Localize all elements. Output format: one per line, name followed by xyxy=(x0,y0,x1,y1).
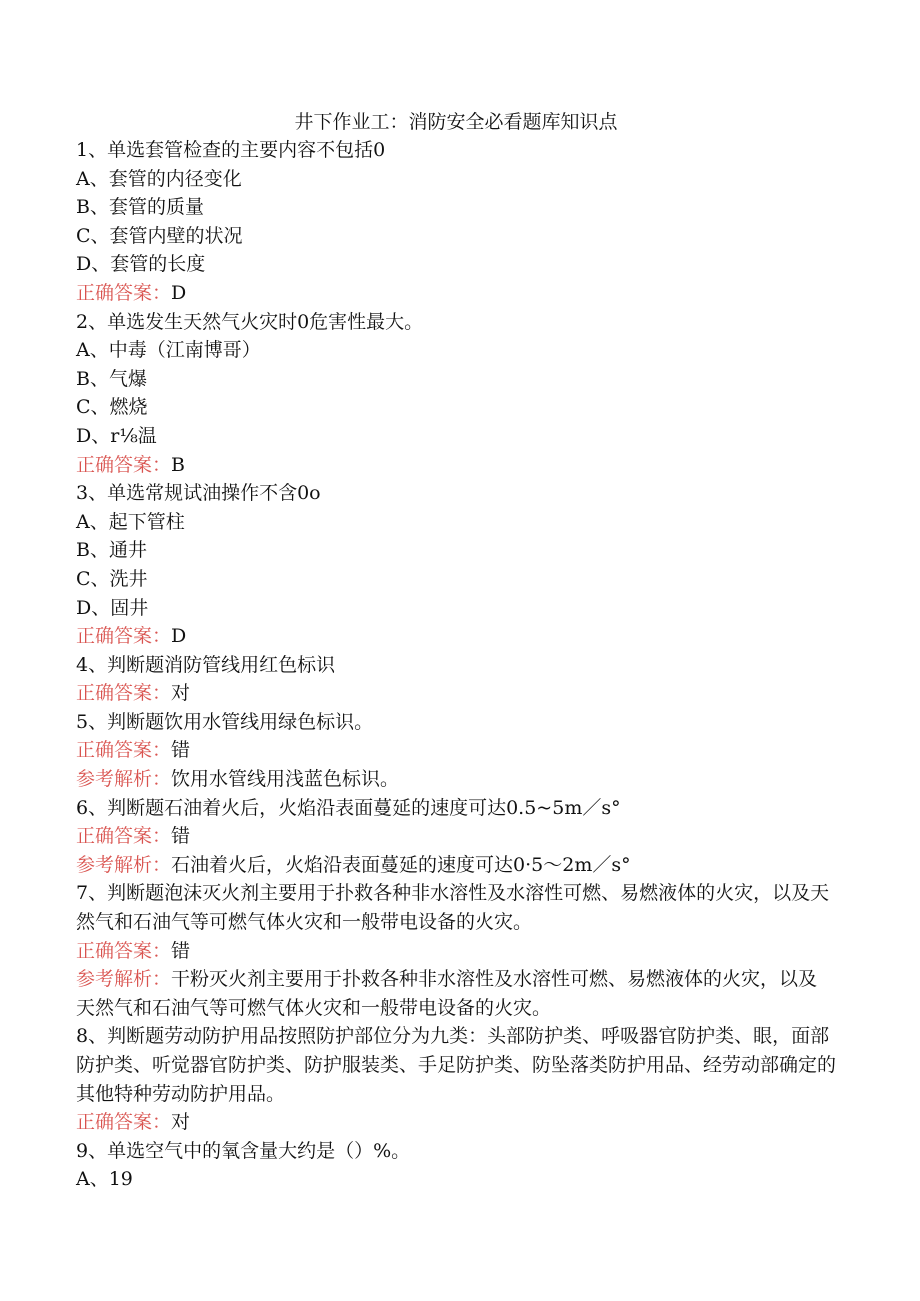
correct-answer-value: D xyxy=(171,625,187,648)
explanation-text: 石油着火后，火焰沿表面蔓延的速度可达0·5～2m／s° xyxy=(171,853,631,876)
correct-answer-label: 正确答案： xyxy=(76,939,172,962)
correct-answer-value: 对 xyxy=(171,1111,191,1134)
page-title: 井下作业工：消防安全必看题库知识点 xyxy=(294,111,618,133)
option: A、起下管柱 xyxy=(76,510,185,533)
document-page xyxy=(76,108,836,1194)
option: B、气爆 xyxy=(76,367,147,390)
correct-answer xyxy=(76,279,836,308)
correct-answer xyxy=(76,1108,836,1137)
explanation-label: 参考解析： xyxy=(76,853,172,876)
correct-answer xyxy=(76,937,836,966)
option: C、燃烧 xyxy=(76,396,148,419)
option: C、洗井 xyxy=(76,567,148,590)
explanation-text: 干粉灭火剂主要用于扑救各种非水溶性及水溶性可燃、易燃液体的火灾，以及天然气和石油气等可燃气体火灾和一般带电设备的火灾。 xyxy=(76,968,818,1019)
explanation xyxy=(76,965,836,1022)
explanation-label: 参考解析： xyxy=(76,968,172,991)
explanation xyxy=(76,765,836,794)
correct-answer-label: 正确答案： xyxy=(76,625,172,648)
question-stem: 7、判断题泡沫灭火剂主要用于扑救各种非水溶性及水溶性可燃、易燃液体的火灾，以及天然气和石油气等可燃气体火灾和一般带电设备的火灾。 xyxy=(76,882,830,934)
question-stem: 5、判断题饮用水管线用绿色标识。 xyxy=(76,710,374,733)
correct-answer xyxy=(76,822,836,851)
question-stem: 9、单选空气中的氧含量大约是（）%。 xyxy=(76,1139,411,1162)
explanation-label: 参考解析： xyxy=(76,768,172,791)
correct-answer xyxy=(76,679,836,708)
question-stem: 4、判断题消防管线用红色标识 xyxy=(76,653,336,676)
question-stem: 8、判断题劳动防护用品按照防护部位分为九类：头部防护类、呼吸器官防护类、眼，面部防护类、听觉器官防护类、防护服装类、手足防护类、防坠落类防护用品、经劳动部确定的其他特种劳动防护用品。 xyxy=(76,1025,837,1105)
correct-answer xyxy=(76,622,836,651)
question-stem: 1、单选套管检查的主要内容不包括0 xyxy=(76,139,386,161)
explanation xyxy=(76,851,836,880)
correct-answer xyxy=(76,736,836,765)
question-stem: 2、单选发生天然气火灾时0危害性最大。 xyxy=(76,310,424,333)
option: D、固井 xyxy=(76,596,149,619)
correct-answer-label: 正确答案： xyxy=(76,739,172,762)
option: A、中毒（江南博哥） xyxy=(76,339,261,362)
option: B、通井 xyxy=(76,539,147,562)
correct-answer-value: 错 xyxy=(171,825,191,848)
correct-answer-label: 正确答案： xyxy=(76,453,172,476)
option: A、套管的内径变化 xyxy=(76,167,242,190)
correct-answer-label: 正确答案： xyxy=(76,1111,172,1134)
option: D、r⅛温 xyxy=(76,424,157,447)
question-stem: 3、单选常规试油操作不含0o xyxy=(76,482,321,505)
option: D、套管的长度 xyxy=(76,253,206,276)
correct-answer-value: B xyxy=(171,453,185,476)
correct-answer-label: 正确答案： xyxy=(76,682,172,705)
correct-answer-label: 正确答案： xyxy=(76,281,172,304)
option: A、19 xyxy=(76,1168,133,1191)
correct-answer-value: 错 xyxy=(171,939,191,962)
question-stem: 6、判断题石油着火后，火焰沿表面蔓延的速度可达0.5~5m／s° xyxy=(76,796,621,819)
correct-answer-value: 错 xyxy=(171,739,191,762)
option: B、套管的质量 xyxy=(76,196,204,219)
option: C、套管内壁的状况 xyxy=(76,224,243,247)
correct-answer-value: D xyxy=(171,281,187,304)
correct-answer xyxy=(76,451,836,480)
correct-answer-value: 对 xyxy=(171,682,191,705)
correct-answer-label: 正确答案： xyxy=(76,825,172,848)
explanation-text: 饮用水管线用浅蓝色标识。 xyxy=(171,768,400,791)
